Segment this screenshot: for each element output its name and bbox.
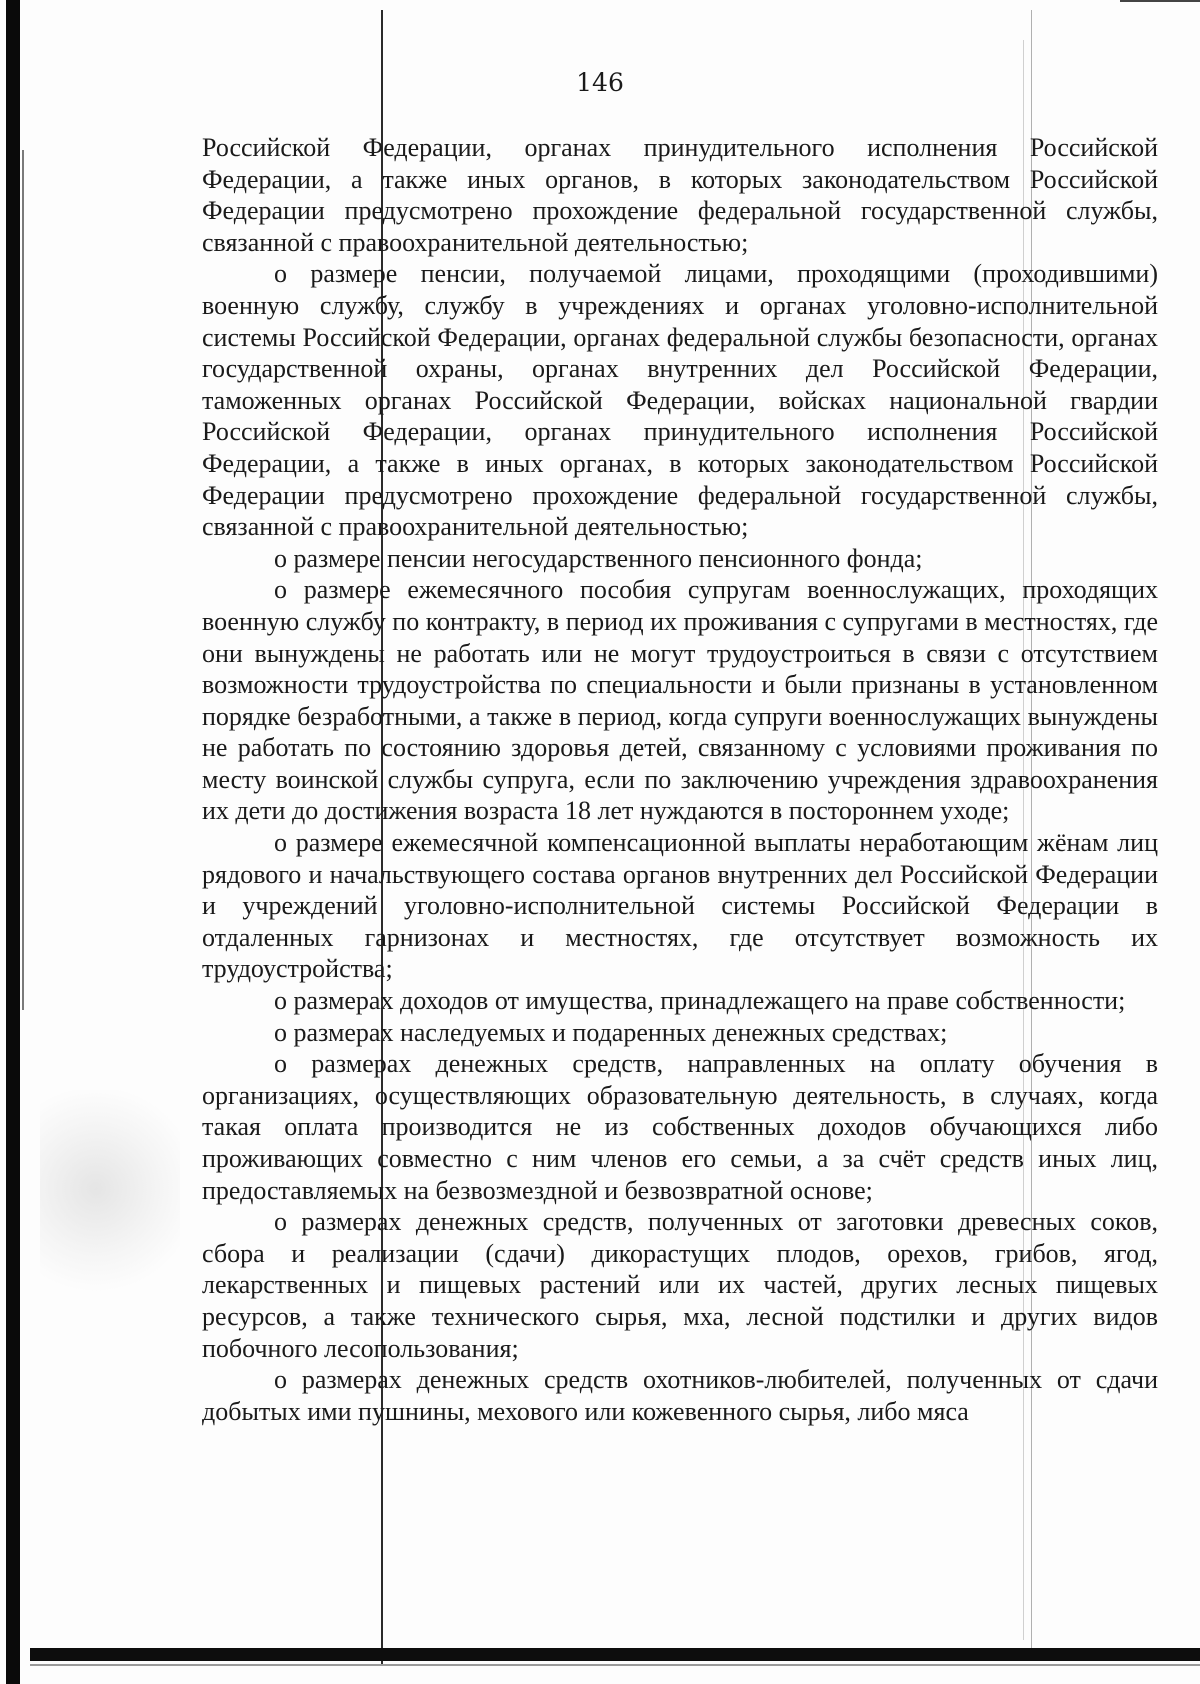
paragraph: о размерах денежных средств, полученных от заготовки древесных соков, сбора и реализации (сдачи) дикорастущих плодов, орехов, грибов, ягод, лекарственных и пищевых растений или их частей, других лесных пищевых ресурсов, а также технического сырья, мха, лесной подстилки и других видов побочного лесопользования; bbox=[202, 1207, 1158, 1363]
paragraph: о размере пенсии негосударственного пенсионного фонда; bbox=[274, 543, 923, 573]
paragraph: о размерах доходов от имущества, принадлежащего на праве собственности; bbox=[274, 986, 1126, 1016]
scan-left-edge-line bbox=[22, 150, 24, 1010]
paragraph: о размере пенсии, получаемой лицами, проходящими (проходившими) военную службу, службу в учреждениях и органах уголовно-исполнительной системы Российской Федерации, органах федеральной службы безопасности, органах государственной охраны, органах внутренних дел Российской Федерации, таможенных органах Российской Федерации, войсках национальной гвардии Российской Федерации, органах принудительного исполнения Российской Федерации, а также в иных органах, в которых законодательством Российской Федерации предусмотрено прохождение федеральной государственной службы, связанной с правоохранительной деятельностью; bbox=[202, 259, 1158, 542]
document-body bbox=[202, 132, 1158, 1427]
scan-left-border bbox=[6, 0, 20, 1684]
paragraph: о размерах денежных средств охотников-любителей, полученных от сдачи добытых ими пушнины, мехового или кожевенного сырья, либо мяса bbox=[202, 1365, 1158, 1426]
paragraph: о размере ежемесячного пособия супругам военнослужащих, проходящих военную службу по контракту, в период их проживания с супругами в местностях, где они вынуждены не работать или не могут трудоустроиться в связи с отсутствием возможности трудоустройства по специальности и были признаны в установленном порядке безработными, а также в период, когда супруги военнослужащих вынуждены не работать по состоянию здоровья детей, связанному с условиями проживания по месту воинской службы супруга, если по заключению учреждения здравоохранения их дети до достижения возраста 18 лет нуждаются в постороннем уходе; bbox=[202, 575, 1158, 826]
scan-bottom-border bbox=[30, 1648, 1200, 1661]
paragraph: о размерах наследуемых и подаренных денежных средствах; bbox=[274, 1017, 948, 1047]
scan-bottom-edge-line bbox=[30, 1664, 1200, 1666]
scan-speckle bbox=[40, 1090, 180, 1310]
paragraph: о размерах денежных средств, направленных на оплату обучения в организациях, осуществляющих образовательную деятельность, в случаях, когда такая оплата производится не из собственных доходов обучающихся либо проживающих совместно с ним членов его семьи, а за счёт средств иных лиц, предоставляемых на безвозмездной и безвозвратной основе; bbox=[202, 1049, 1158, 1205]
paragraph: о размере ежемесячной компенсационной выплаты неработающим жёнам лиц рядового и начальствующего состава органов внутренних дел Российской Федерации и учреждений уголовно-исполнительной системы Российской Федерации в отдаленных гарнизонах и местностях, где отсутствует возможность их трудоустройства; bbox=[202, 828, 1158, 984]
page-number: 146 bbox=[576, 68, 624, 97]
paragraph: Российской Федерации, органах принудительного исполнения Российской Федерации, а также иных органов, в которых законодательством Российской Федерации предусмотрено прохождение федеральной государственной службы, связанной с правоохранительной деятельностью; bbox=[202, 133, 1158, 257]
scan-top-right-mark bbox=[1120, 0, 1200, 2]
